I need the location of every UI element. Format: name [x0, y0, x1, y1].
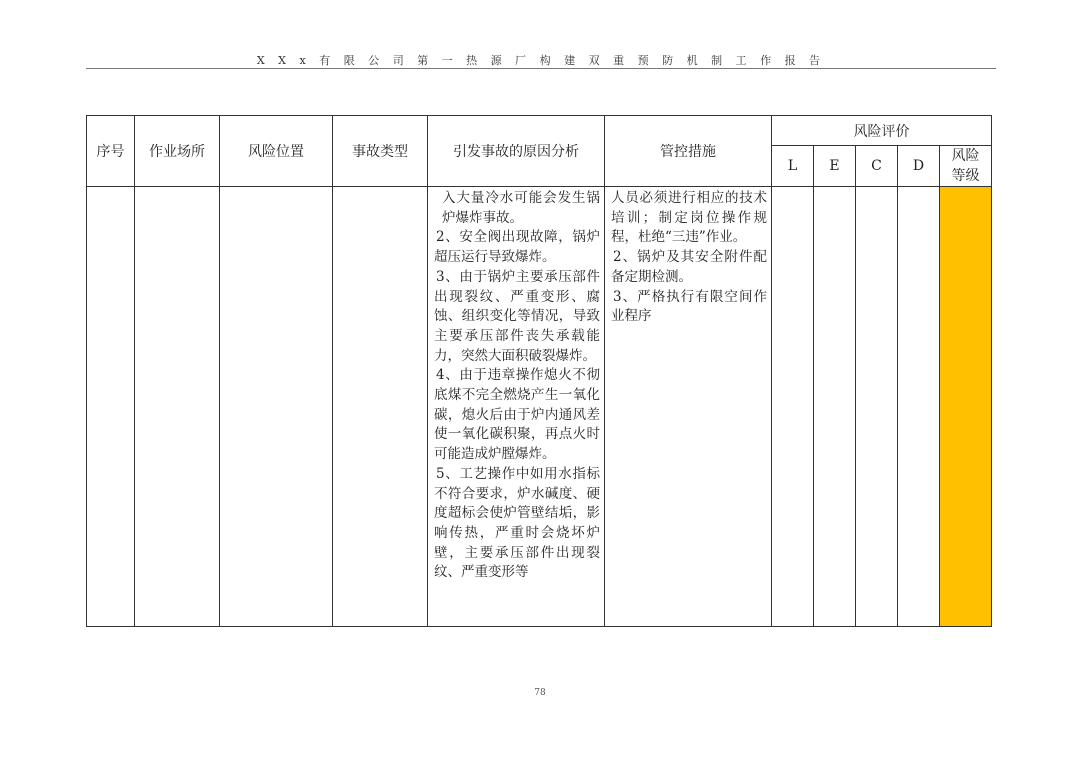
header-control-measures: 管控措施 — [605, 116, 772, 187]
header-risk-location: 风险位置 — [220, 116, 333, 187]
cause-paragraph: 3、由于锅炉主要承压部件出现裂纹、严重变形、腐蚀、组织变化等情况，导致主要承压部件丧失承载能力，突然大面积破裂爆炸。 — [434, 268, 600, 364]
header-accident-type: 事故类型 — [333, 116, 428, 187]
cell-accident-type — [333, 187, 428, 627]
cell-control-measures — [605, 187, 772, 627]
header-l: L — [772, 146, 814, 187]
cell-site — [135, 187, 220, 627]
header-divider — [86, 68, 996, 69]
cell-risk-level — [940, 187, 992, 627]
cause-paragraph: 入大量冷水可能会发生锅炉爆炸事故。 — [442, 190, 600, 226]
cell-e — [814, 187, 856, 627]
cell-l — [772, 187, 814, 627]
cell-risk-location — [220, 187, 333, 627]
report-header-title: X X x 有 限 公 司 第 一 热 源 厂 构 建 双 重 预 防 机 制 工 作 报 告 — [256, 54, 826, 67]
measure-paragraph: 3、严格执行有限空间作业程序 — [611, 288, 767, 325]
header-risk-level — [940, 146, 992, 187]
measure-paragraph: 2、锅炉及其安全附件配备定期检测。 — [611, 249, 767, 285]
cell-d — [898, 187, 940, 627]
cause-paragraph: 4、由于违章操作熄火不彻底煤不完全燃烧产生一氧化碳，熄火后由于炉内通风差使一氧化碳积聚，再点火时可能造成炉膛爆炸。 — [434, 367, 600, 463]
risk-assessment-table — [86, 115, 992, 627]
page-number: 78 — [534, 688, 546, 698]
header-risk-evaluation: 风险评价 — [772, 116, 992, 146]
header-risk-level-line2: 等级 — [951, 168, 980, 184]
header-cause-analysis: 引发事故的原因分析 — [428, 116, 605, 187]
table-row — [87, 187, 992, 627]
header-c: C — [856, 146, 898, 187]
header-seq: 序号 — [87, 116, 135, 187]
header-site: 作业场所 — [135, 116, 220, 187]
header-d: D — [898, 146, 940, 187]
cause-paragraph: 5、工艺操作中如用水指标不符合要求，炉水碱度、硬度超标会使炉管壁结垢，影响传热，严重时会烧坏炉壁，主要承压部件出现裂纹、严重变形等 — [434, 465, 600, 581]
cell-c — [856, 187, 898, 627]
header-risk-level-line1: 风险 — [951, 148, 980, 164]
cause-paragraph: 2、安全阀出现故障，锅炉超压运行导致爆炸。 — [434, 229, 600, 266]
header-e: E — [814, 146, 856, 187]
measure-paragraph: 人员必须进行相应的技术培训；制定岗位操作规程，杜绝“三违”作业。 — [611, 190, 767, 246]
cell-cause-analysis — [428, 187, 605, 627]
cell-seq — [87, 187, 135, 627]
